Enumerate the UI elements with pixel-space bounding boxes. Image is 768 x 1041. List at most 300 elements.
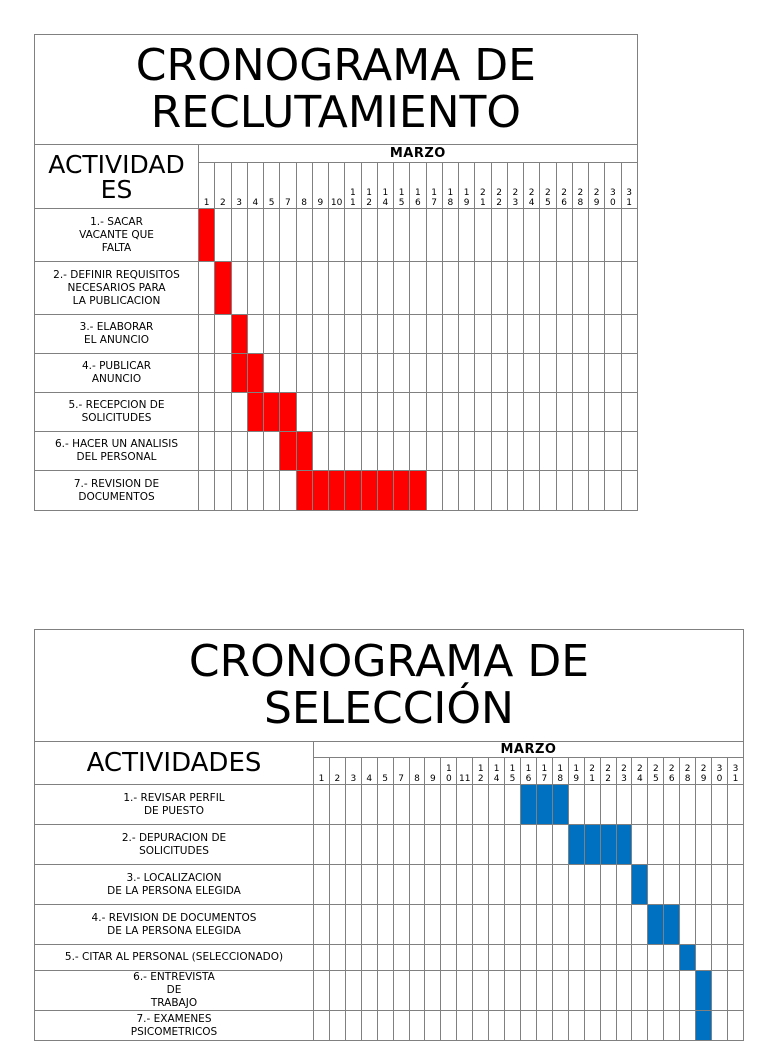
gantt-empty-cell bbox=[540, 315, 556, 354]
activity-row bbox=[35, 262, 638, 315]
gantt-empty-cell bbox=[507, 393, 523, 432]
day-header: 7 bbox=[280, 163, 296, 209]
day-header: 2 bbox=[215, 163, 231, 209]
day-header: 2 5 bbox=[540, 163, 556, 209]
gantt-empty-cell bbox=[280, 471, 296, 511]
day-header: 1 2 bbox=[473, 758, 489, 785]
gantt-empty-cell bbox=[393, 865, 409, 905]
gantt-empty-cell bbox=[425, 1011, 441, 1041]
gantt-empty-cell bbox=[377, 354, 393, 393]
gantt-bar-cell bbox=[231, 354, 247, 393]
gantt-empty-cell bbox=[312, 432, 328, 471]
gantt-empty-cell bbox=[505, 865, 521, 905]
gantt-empty-cell bbox=[247, 262, 263, 315]
gantt-empty-cell bbox=[329, 785, 345, 825]
gantt-empty-cell bbox=[572, 315, 588, 354]
gantt-bar-cell bbox=[584, 825, 600, 865]
gantt-empty-cell bbox=[361, 315, 377, 354]
gantt-empty-cell bbox=[361, 971, 377, 1011]
gantt-bar-cell bbox=[520, 785, 536, 825]
activity-row bbox=[35, 354, 638, 393]
gantt-empty-cell bbox=[393, 905, 409, 945]
gantt-bar-cell bbox=[410, 471, 426, 511]
gantt-empty-cell bbox=[247, 315, 263, 354]
gantt-empty-cell bbox=[552, 945, 568, 971]
gantt-empty-cell bbox=[556, 315, 572, 354]
gantt-empty-cell bbox=[457, 945, 473, 971]
gantt-empty-cell bbox=[696, 945, 712, 971]
gantt-bar-cell bbox=[600, 825, 616, 865]
gantt-empty-cell bbox=[377, 865, 393, 905]
gantt-empty-cell bbox=[572, 209, 588, 262]
gantt-empty-cell bbox=[600, 905, 616, 945]
gantt-empty-cell bbox=[621, 315, 637, 354]
gantt-empty-cell bbox=[505, 905, 521, 945]
gantt-empty-cell bbox=[600, 785, 616, 825]
day-header: 9 bbox=[425, 758, 441, 785]
gantt-empty-cell bbox=[393, 1011, 409, 1041]
gantt-empty-cell bbox=[215, 315, 231, 354]
gantt-empty-cell bbox=[491, 432, 507, 471]
gantt-empty-cell bbox=[329, 825, 345, 865]
gantt-empty-cell bbox=[475, 209, 491, 262]
gantt-empty-cell bbox=[520, 1011, 536, 1041]
gantt-empty-cell bbox=[425, 785, 441, 825]
gantt-empty-cell bbox=[394, 262, 410, 315]
gantt-empty-cell bbox=[556, 432, 572, 471]
gantt-empty-cell bbox=[361, 865, 377, 905]
schedule-table bbox=[34, 629, 744, 1041]
gantt-empty-cell bbox=[552, 971, 568, 1011]
gantt-empty-cell bbox=[589, 209, 605, 262]
gantt-empty-cell bbox=[473, 905, 489, 945]
gantt-empty-cell bbox=[568, 971, 584, 1011]
gantt-empty-cell bbox=[361, 905, 377, 945]
gantt-empty-cell bbox=[572, 354, 588, 393]
activity-row bbox=[35, 905, 744, 945]
gantt-bar-cell bbox=[264, 393, 280, 432]
gantt-empty-cell bbox=[247, 432, 263, 471]
gantt-empty-cell bbox=[568, 865, 584, 905]
gantt-empty-cell bbox=[426, 432, 442, 471]
gantt-empty-cell bbox=[215, 432, 231, 471]
gantt-empty-cell bbox=[231, 393, 247, 432]
gantt-empty-cell bbox=[584, 971, 600, 1011]
gantt-empty-cell bbox=[520, 945, 536, 971]
gantt-empty-cell bbox=[264, 315, 280, 354]
gantt-empty-cell bbox=[600, 945, 616, 971]
gantt-empty-cell bbox=[648, 971, 664, 1011]
day-header: 3 bbox=[231, 163, 247, 209]
gantt-empty-cell bbox=[394, 209, 410, 262]
gantt-empty-cell bbox=[524, 262, 540, 315]
gantt-empty-cell bbox=[426, 471, 442, 511]
day-header: 2 2 bbox=[600, 758, 616, 785]
gantt-empty-cell bbox=[393, 785, 409, 825]
gantt-empty-cell bbox=[425, 945, 441, 971]
gantt-empty-cell bbox=[589, 262, 605, 315]
day-header: 9 bbox=[312, 163, 328, 209]
gantt-empty-cell bbox=[345, 315, 361, 354]
gantt-empty-cell bbox=[536, 865, 552, 905]
gantt-empty-cell bbox=[475, 262, 491, 315]
gantt-empty-cell bbox=[489, 865, 505, 905]
gantt-empty-cell bbox=[345, 785, 361, 825]
day-header: 2 6 bbox=[664, 758, 680, 785]
gantt-empty-cell bbox=[621, 393, 637, 432]
gantt-empty-cell bbox=[280, 209, 296, 262]
gantt-empty-cell bbox=[442, 209, 458, 262]
gantt-empty-cell bbox=[727, 971, 743, 1011]
activity-row bbox=[35, 471, 638, 511]
gantt-empty-cell bbox=[442, 432, 458, 471]
month-header: MARZO bbox=[199, 145, 638, 163]
gantt-empty-cell bbox=[572, 393, 588, 432]
gantt-empty-cell bbox=[556, 209, 572, 262]
gantt-empty-cell bbox=[377, 905, 393, 945]
gantt-empty-cell bbox=[505, 825, 521, 865]
gantt-empty-cell bbox=[648, 785, 664, 825]
gantt-empty-cell bbox=[377, 209, 393, 262]
gantt-empty-cell bbox=[680, 865, 696, 905]
gantt-empty-cell bbox=[556, 262, 572, 315]
gantt-empty-cell bbox=[264, 354, 280, 393]
gantt-empty-cell bbox=[475, 315, 491, 354]
gantt-empty-cell bbox=[459, 432, 475, 471]
gantt-empty-cell bbox=[491, 471, 507, 511]
gantt-empty-cell bbox=[441, 905, 457, 945]
gantt-empty-cell bbox=[491, 209, 507, 262]
gantt-empty-cell bbox=[473, 865, 489, 905]
gantt-empty-cell bbox=[680, 1011, 696, 1041]
gantt-empty-cell bbox=[394, 432, 410, 471]
day-header: 4 bbox=[247, 163, 263, 209]
gantt-empty-cell bbox=[616, 945, 632, 971]
gantt-empty-cell bbox=[409, 825, 425, 865]
day-header: 1 5 bbox=[394, 163, 410, 209]
gantt-empty-cell bbox=[520, 825, 536, 865]
gantt-empty-cell bbox=[247, 209, 263, 262]
gantt-empty-cell bbox=[426, 209, 442, 262]
gantt-empty-cell bbox=[664, 945, 680, 971]
gantt-empty-cell bbox=[727, 945, 743, 971]
activity-row bbox=[35, 865, 744, 905]
gantt-empty-cell bbox=[329, 432, 345, 471]
gantt-empty-cell bbox=[621, 262, 637, 315]
day-header: 2 8 bbox=[572, 163, 588, 209]
activity-label: 5.- CITAR AL PERSONAL (SELECCIONADO) bbox=[35, 945, 314, 971]
gantt-empty-cell bbox=[489, 785, 505, 825]
gantt-empty-cell bbox=[712, 971, 728, 1011]
gantt-empty-cell bbox=[426, 393, 442, 432]
gantt-bar-cell bbox=[296, 432, 312, 471]
gantt-empty-cell bbox=[231, 209, 247, 262]
gantt-empty-cell bbox=[296, 393, 312, 432]
gantt-empty-cell bbox=[409, 971, 425, 1011]
day-header: 1 5 bbox=[505, 758, 521, 785]
gantt-empty-cell bbox=[680, 785, 696, 825]
day-header: 8 bbox=[409, 758, 425, 785]
gantt-empty-cell bbox=[361, 825, 377, 865]
gantt-empty-cell bbox=[361, 945, 377, 971]
gantt-bar-cell bbox=[696, 1011, 712, 1041]
gantt-empty-cell bbox=[540, 471, 556, 511]
gantt-empty-cell bbox=[491, 315, 507, 354]
gantt-empty-cell bbox=[425, 865, 441, 905]
gantt-empty-cell bbox=[215, 393, 231, 432]
gantt-empty-cell bbox=[507, 432, 523, 471]
gantt-empty-cell bbox=[215, 471, 231, 511]
gantt-empty-cell bbox=[712, 905, 728, 945]
gantt-empty-cell bbox=[410, 315, 426, 354]
day-header: 2 4 bbox=[632, 758, 648, 785]
gantt-empty-cell bbox=[312, 354, 328, 393]
gantt-empty-cell bbox=[361, 1011, 377, 1041]
gantt-empty-cell bbox=[489, 905, 505, 945]
day-header: 7 bbox=[393, 758, 409, 785]
gantt-empty-cell bbox=[393, 945, 409, 971]
gantt-empty-cell bbox=[457, 971, 473, 1011]
gantt-empty-cell bbox=[473, 1011, 489, 1041]
day-header: 2 bbox=[329, 758, 345, 785]
gantt-empty-cell bbox=[215, 209, 231, 262]
gantt-empty-cell bbox=[589, 432, 605, 471]
day-header: 2 8 bbox=[680, 758, 696, 785]
day-header: 4 bbox=[361, 758, 377, 785]
activity-row bbox=[35, 945, 744, 971]
day-header: 1 4 bbox=[377, 163, 393, 209]
gantt-empty-cell bbox=[536, 945, 552, 971]
gantt-empty-cell bbox=[264, 262, 280, 315]
gantt-empty-cell bbox=[345, 945, 361, 971]
gantt-empty-cell bbox=[361, 432, 377, 471]
gantt-empty-cell bbox=[505, 1011, 521, 1041]
gantt-empty-cell bbox=[584, 905, 600, 945]
gantt-empty-cell bbox=[231, 471, 247, 511]
gantt-empty-cell bbox=[296, 315, 312, 354]
activity-row bbox=[35, 785, 744, 825]
day-header: 1 0 bbox=[441, 758, 457, 785]
gantt-empty-cell bbox=[314, 971, 330, 1011]
gantt-empty-cell bbox=[632, 1011, 648, 1041]
gantt-empty-cell bbox=[572, 471, 588, 511]
gantt-empty-cell bbox=[457, 825, 473, 865]
gantt-empty-cell bbox=[280, 354, 296, 393]
gantt-empty-cell bbox=[377, 785, 393, 825]
gantt-empty-cell bbox=[552, 825, 568, 865]
gantt-empty-cell bbox=[459, 471, 475, 511]
day-header: 3 bbox=[345, 758, 361, 785]
gantt-empty-cell bbox=[345, 209, 361, 262]
gantt-empty-cell bbox=[556, 393, 572, 432]
gantt-empty-cell bbox=[345, 262, 361, 315]
gantt-empty-cell bbox=[377, 825, 393, 865]
gantt-bar-cell bbox=[696, 971, 712, 1011]
gantt-empty-cell bbox=[616, 905, 632, 945]
day-header: 11 bbox=[457, 758, 473, 785]
gantt-empty-cell bbox=[441, 785, 457, 825]
gantt-empty-cell bbox=[540, 393, 556, 432]
gantt-empty-cell bbox=[329, 905, 345, 945]
gantt-empty-cell bbox=[680, 971, 696, 1011]
gantt-empty-cell bbox=[409, 945, 425, 971]
gantt-empty-cell bbox=[616, 865, 632, 905]
gantt-empty-cell bbox=[361, 262, 377, 315]
gantt-empty-cell bbox=[616, 785, 632, 825]
gantt-empty-cell bbox=[457, 905, 473, 945]
gantt-empty-cell bbox=[584, 1011, 600, 1041]
day-header: 3 0 bbox=[605, 163, 621, 209]
gantt-empty-cell bbox=[568, 905, 584, 945]
gantt-empty-cell bbox=[712, 825, 728, 865]
gantt-empty-cell bbox=[621, 432, 637, 471]
gantt-empty-cell bbox=[377, 945, 393, 971]
gantt-empty-cell bbox=[377, 971, 393, 1011]
gantt-empty-cell bbox=[507, 262, 523, 315]
day-header: 2 3 bbox=[616, 758, 632, 785]
gantt-empty-cell bbox=[345, 905, 361, 945]
gantt-empty-cell bbox=[589, 393, 605, 432]
gantt-empty-cell bbox=[199, 471, 215, 511]
gantt-bar-cell bbox=[280, 432, 296, 471]
gantt-empty-cell bbox=[410, 393, 426, 432]
gantt-empty-cell bbox=[600, 1011, 616, 1041]
day-header: 3 1 bbox=[727, 758, 743, 785]
gantt-bar-cell bbox=[664, 905, 680, 945]
gantt-empty-cell bbox=[410, 209, 426, 262]
gantt-empty-cell bbox=[377, 262, 393, 315]
gantt-bar-cell bbox=[296, 471, 312, 511]
day-header: 1 9 bbox=[568, 758, 584, 785]
gantt-empty-cell bbox=[314, 1011, 330, 1041]
gantt-empty-cell bbox=[459, 354, 475, 393]
activity-row bbox=[35, 315, 638, 354]
gantt-empty-cell bbox=[280, 315, 296, 354]
gantt-empty-cell bbox=[475, 471, 491, 511]
gantt-empty-cell bbox=[345, 432, 361, 471]
gantt-empty-cell bbox=[199, 354, 215, 393]
gantt-empty-cell bbox=[524, 432, 540, 471]
gantt-empty-cell bbox=[377, 315, 393, 354]
gantt-empty-cell bbox=[540, 209, 556, 262]
gantt-empty-cell bbox=[441, 825, 457, 865]
day-header: 2 1 bbox=[584, 758, 600, 785]
gantt-empty-cell bbox=[345, 971, 361, 1011]
day-header: 1 6 bbox=[520, 758, 536, 785]
activity-label: 3.- ELABORAR EL ANUNCIO bbox=[35, 315, 199, 354]
gantt-empty-cell bbox=[505, 945, 521, 971]
gantt-empty-cell bbox=[491, 262, 507, 315]
gantt-empty-cell bbox=[712, 945, 728, 971]
day-header: 3 1 bbox=[621, 163, 637, 209]
gantt-empty-cell bbox=[584, 785, 600, 825]
day-header: 5 bbox=[264, 163, 280, 209]
gantt-empty-cell bbox=[457, 1011, 473, 1041]
activity-label: 7.- EXAMENES PSICOMETRICOS bbox=[35, 1011, 314, 1041]
gantt-empty-cell bbox=[605, 209, 621, 262]
gantt-empty-cell bbox=[632, 785, 648, 825]
gantt-bar-cell bbox=[345, 471, 361, 511]
gantt-empty-cell bbox=[459, 393, 475, 432]
gantt-empty-cell bbox=[312, 393, 328, 432]
gantt-empty-cell bbox=[664, 971, 680, 1011]
gantt-empty-cell bbox=[727, 1011, 743, 1041]
gantt-empty-cell bbox=[520, 905, 536, 945]
gantt-empty-cell bbox=[441, 971, 457, 1011]
gantt-empty-cell bbox=[426, 262, 442, 315]
activity-label: 7.- REVISION DE DOCUMENTOS bbox=[35, 471, 199, 511]
gantt-empty-cell bbox=[664, 785, 680, 825]
gantt-empty-cell bbox=[361, 354, 377, 393]
day-header: 1 8 bbox=[442, 163, 458, 209]
gantt-empty-cell bbox=[329, 393, 345, 432]
gantt-empty-cell bbox=[442, 262, 458, 315]
gantt-empty-cell bbox=[329, 315, 345, 354]
day-header: 2 9 bbox=[589, 163, 605, 209]
activity-label: 4.- PUBLICAR ANUNCIO bbox=[35, 354, 199, 393]
gantt-empty-cell bbox=[393, 971, 409, 1011]
gantt-empty-cell bbox=[312, 315, 328, 354]
activity-label: 3.- LOCALIZACION DE LA PERSONA ELEGIDA bbox=[35, 865, 314, 905]
gantt-empty-cell bbox=[556, 354, 572, 393]
day-header: 2 9 bbox=[696, 758, 712, 785]
gantt-empty-cell bbox=[409, 1011, 425, 1041]
gantt-empty-cell bbox=[393, 825, 409, 865]
gantt-empty-cell bbox=[600, 971, 616, 1011]
activity-label: 1.- REVISAR PERFIL DE PUESTO bbox=[35, 785, 314, 825]
gantt-empty-cell bbox=[441, 1011, 457, 1041]
gantt-empty-cell bbox=[231, 432, 247, 471]
gantt-empty-cell bbox=[605, 262, 621, 315]
gantt-empty-cell bbox=[280, 262, 296, 315]
day-header: 2 3 bbox=[507, 163, 523, 209]
day-header: 1 6 bbox=[410, 163, 426, 209]
gantt-empty-cell bbox=[457, 785, 473, 825]
gantt-empty-cell bbox=[215, 354, 231, 393]
gantt-empty-cell bbox=[247, 471, 263, 511]
gantt-empty-cell bbox=[312, 262, 328, 315]
day-header: 2 2 bbox=[491, 163, 507, 209]
gantt-empty-cell bbox=[727, 905, 743, 945]
gantt-empty-cell bbox=[727, 785, 743, 825]
gantt-empty-cell bbox=[572, 432, 588, 471]
gantt-empty-cell bbox=[507, 354, 523, 393]
gantt-empty-cell bbox=[605, 471, 621, 511]
day-header: 5 bbox=[377, 758, 393, 785]
gantt-empty-cell bbox=[552, 905, 568, 945]
gantt-empty-cell bbox=[572, 262, 588, 315]
gantt-empty-cell bbox=[457, 865, 473, 905]
gantt-empty-cell bbox=[507, 209, 523, 262]
gantt-empty-cell bbox=[680, 905, 696, 945]
gantt-empty-cell bbox=[377, 393, 393, 432]
gantt-empty-cell bbox=[473, 785, 489, 825]
gantt-bar-cell bbox=[280, 393, 296, 432]
gantt-bar-cell bbox=[247, 354, 263, 393]
gantt-empty-cell bbox=[409, 865, 425, 905]
gantt-empty-cell bbox=[296, 209, 312, 262]
activity-row bbox=[35, 393, 638, 432]
day-header: 2 4 bbox=[524, 163, 540, 209]
gantt-empty-cell bbox=[361, 785, 377, 825]
gantt-empty-cell bbox=[648, 945, 664, 971]
gantt-empty-cell bbox=[314, 785, 330, 825]
gantt-empty-cell bbox=[584, 945, 600, 971]
activity-row bbox=[35, 209, 638, 262]
gantt-empty-cell bbox=[264, 209, 280, 262]
gantt-bar-cell bbox=[329, 471, 345, 511]
gantt-empty-cell bbox=[345, 393, 361, 432]
